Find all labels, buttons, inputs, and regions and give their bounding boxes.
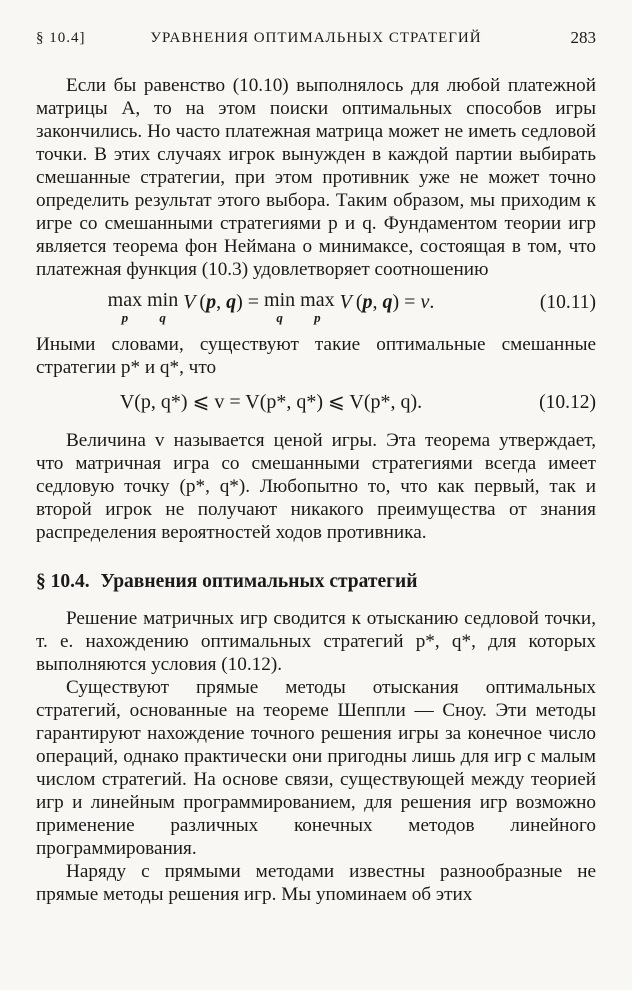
paragraph-game-value: Величина v называется ценой игры. Эта теорема утверждает, что матричная игра со смешанными стратегиями всегда имеет седловую точку (p*, q*). Любопытно то, что как первый, так и второй игрок не получают никакого преимущества от знания распределения вероятностей ходов противника. — [36, 430, 596, 543]
equation-10-11-number: (10.11) — [539, 292, 596, 313]
equation-10-12-formula: V(p, q*) ⩽ v = V(p*, q*) ⩽ V(p*, q). — [119, 391, 423, 413]
header-running-title: УРАВНЕНИЯ ОПТИМАЛЬНЫХ СТРАТЕГИЙ — [150, 30, 482, 46]
equation-10-12 — [36, 387, 596, 419]
equation-10-11-formula: max p min q V (p, q) = min q max p V (p, q) = v. — [107, 289, 435, 325]
section-heading — [36, 570, 596, 593]
paragraph-optimal-strategies: Иными словами, существуют такие оптимальные смешанные стратегии p* и q*, что — [36, 334, 596, 378]
paragraph-saddle-point: Решение матричных игр сводится к отысканию седловой точки, т. е. нахождению оптимальных стратегий p*, q*, для которых выполняются условия (10.12). — [36, 608, 596, 675]
page-body — [36, 74, 596, 906]
header-section-ref: § 10.4] — [36, 30, 86, 46]
paragraph-direct-methods: Существуют прямые методы отыскания оптимальных стратегий, основанные на теореме Шеппли — Сноу. Эти методы гарантируют нахождение точного решения игры за конечное число операций, однако практически они пригодны лишь для игр с малым числом стратегий. На основе связи, существующей между теорией игр и линейным программированием, для решения игр возможно применение различных конечных методов линейного программирования. — [36, 677, 596, 859]
paragraph-indirect-methods: Наряду с прямыми методами известны разнообразные не прямые методы решения игр. Мы упоминаем об этих — [36, 861, 596, 905]
page-number: 283 — [570, 28, 596, 47]
equation-10-12-number: (10.12) — [539, 392, 596, 413]
section-title: Уравнения оптимальных стратегий — [100, 571, 418, 592]
equation-10-11 — [36, 287, 596, 327]
section-number: § 10.4. — [36, 571, 90, 592]
paragraph-minimax-intro: Если бы равенство (10.10) выполнялось для любой платежной матрицы A, то на этом поиски оптимальных способов игры закончились. Но часто платежная матрица может не иметь седловой точки. В этих случаях игрок вынужден в каждой партии выбирать смешанные стратегии, при этом противник уже не может точно определить результат этого выбора. Таким образом, мы приходим к игре со смешанными стратегиями p и q. Фундаментом теории игр является теорема фон Неймана о минимаксе, состоящая в том, что платежная функция (10.3) удовлетворяет соотношению — [36, 75, 596, 280]
running-header — [36, 30, 596, 54]
